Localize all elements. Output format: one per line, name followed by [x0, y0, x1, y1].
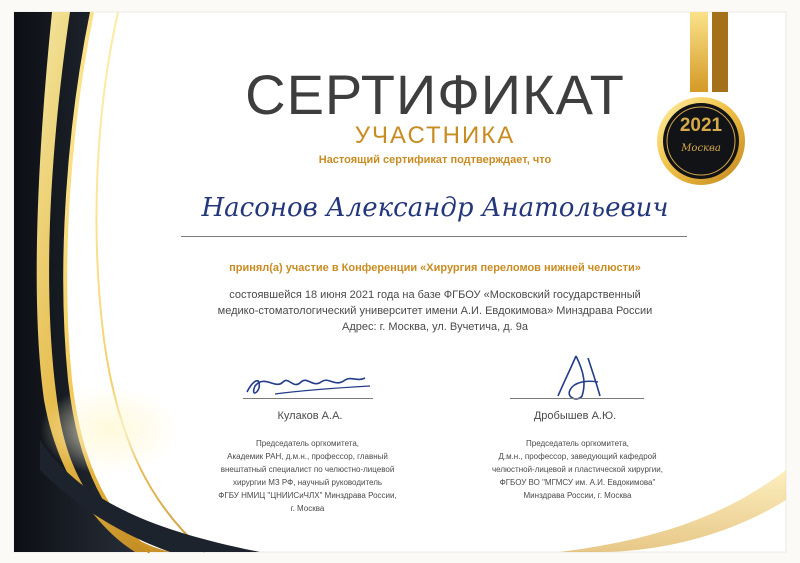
role-line: ФГБУ НМИЦ "ЦНИИСиЧЛХ" Минздрава России,	[218, 491, 397, 500]
signature-line-right	[510, 398, 644, 399]
signature-drobyshev	[540, 352, 620, 404]
badge-year: 2021	[679, 115, 723, 136]
details-line: Адрес: г. Москва, ул. Вучетича, д. 9а	[342, 321, 528, 333]
signatory-name: Дробышев А.Ю.	[533, 410, 617, 422]
role-line: г. Москва	[290, 504, 325, 513]
event-details	[215, 287, 655, 335]
ribbon-right	[712, 12, 728, 92]
signature-kulakov	[235, 366, 375, 402]
light-glow	[40, 385, 180, 475]
signatory-role	[185, 437, 430, 515]
role-line: Минздрава России, г. Москва	[523, 491, 632, 500]
confirmation-text: Настоящий сертификат подтверждает, что	[318, 154, 552, 166]
details-line: медико-стоматологический университет имени А.И. Евдокимова» Минздрава России	[217, 305, 653, 317]
role-line: ФГБОУ ВО "МГМСУ им. А.И. Евдокимова"	[499, 478, 656, 487]
recipient-name: Насонов Александр Анатольевич	[201, 193, 669, 223]
details-line: состоявшейся 18 июня 2021 года на базе ФГБОУ «Московский государственный	[229, 289, 641, 301]
signatory-role	[460, 437, 695, 502]
certificate-title: СЕРТИФИКАТ	[245, 63, 625, 126]
role-line: Председатель оргкомитета,	[256, 439, 359, 448]
ribbon-left	[690, 12, 708, 92]
role-line: Академик РАН, д.м.н., профессор, главный	[227, 452, 388, 461]
year-badge-rosette	[657, 97, 745, 185]
role-line: внештатный специалист по челюстно-лицевой	[220, 465, 395, 474]
role-line: Д.м.н., профессор, заведующий кафедрой	[498, 452, 657, 461]
role-line: Председатель оргкомитета,	[526, 439, 629, 448]
badge-city: Москва	[681, 143, 721, 154]
participation-text: принял(а) участие в Конференции «Хирургия переломов нижней челюсти»	[229, 262, 641, 274]
signature-line-left	[243, 398, 373, 399]
role-line: хирургии МЗ РФ, научный руководитель	[232, 478, 383, 487]
role-line: челюстной-лицевой и пластической хирургии,	[492, 465, 663, 474]
name-underline	[181, 236, 687, 237]
certificate-subtitle: УЧАСТНИКА	[354, 122, 516, 149]
signatory-name: Кулаков А.А.	[277, 410, 343, 422]
